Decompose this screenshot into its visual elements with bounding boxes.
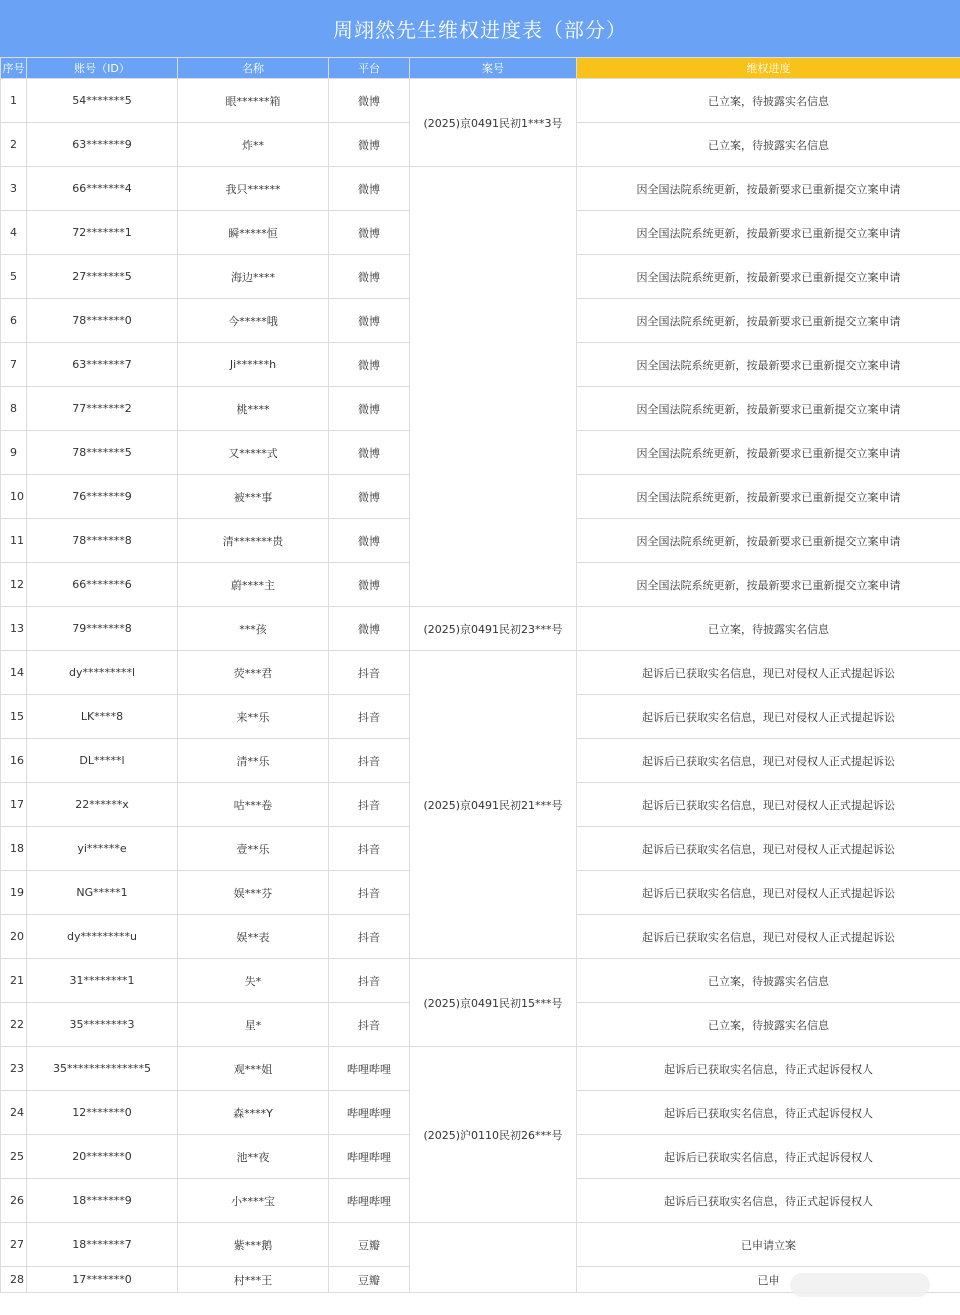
cell-platform: 微博: [329, 211, 410, 255]
cell-progress: 因全国法院系统更新，按最新要求已重新提交立案申请: [577, 563, 960, 607]
cell-platform: 微博: [329, 79, 410, 123]
table-row: [1, 959, 960, 1003]
cell-seq: 17: [1, 783, 27, 827]
cell-seq: 23: [1, 1047, 27, 1091]
cell-progress: 因全国法院系统更新，按最新要求已重新提交立案申请: [577, 519, 960, 563]
cell-progress: 因全国法院系统更新，按最新要求已重新提交立案申请: [577, 211, 960, 255]
cell-progress: 因全国法院系统更新，按最新要求已重新提交立案申请: [577, 299, 960, 343]
cell-seq: 28: [1, 1267, 27, 1293]
cell-name: 清**乐: [178, 739, 329, 783]
cell-seq: 1: [1, 79, 27, 123]
cell-platform: 抖音: [329, 871, 410, 915]
cell-name: 森****Y: [178, 1091, 329, 1135]
header-platform: 平台: [329, 58, 410, 79]
cell-name: 娱**表: [178, 915, 329, 959]
cell-progress: 起诉后已获取实名信息，现已对侵权人正式提起诉讼: [577, 871, 960, 915]
cell-progress: 已立案，待披露实名信息: [577, 959, 960, 1003]
cell-seq: 6: [1, 299, 27, 343]
cell-platform: 微博: [329, 299, 410, 343]
cell-seq: 11: [1, 519, 27, 563]
cell-name: 眼******箱: [178, 79, 329, 123]
cell-id: yi******e: [27, 827, 178, 871]
cell-seq: 21: [1, 959, 27, 1003]
table-row: [1, 1047, 960, 1091]
cell-progress: 起诉后已获取实名信息，现已对侵权人正式提起诉讼: [577, 827, 960, 871]
cell-platform: 抖音: [329, 739, 410, 783]
cell-name: 池**夜: [178, 1135, 329, 1179]
cell-name: 观***姐: [178, 1047, 329, 1091]
cell-id: 22******x: [27, 783, 178, 827]
cell-seq: 9: [1, 431, 27, 475]
cell-platform: 微博: [329, 387, 410, 431]
cell-id: 12*******0: [27, 1091, 178, 1135]
cell-id: DL*****l: [27, 739, 178, 783]
cell-platform: 微博: [329, 519, 410, 563]
cell-platform: 抖音: [329, 827, 410, 871]
cell-name: 我只******: [178, 167, 329, 211]
cell-platform: 抖音: [329, 695, 410, 739]
cell-seq: 2: [1, 123, 27, 167]
cell-id: 72*******1: [27, 211, 178, 255]
cell-id: 63*******7: [27, 343, 178, 387]
cell-id: 18*******7: [27, 1223, 178, 1267]
cell-case: (2025)京0491民初15***号: [410, 959, 577, 1047]
cell-seq: 25: [1, 1135, 27, 1179]
cell-seq: 18: [1, 827, 27, 871]
cell-progress: 已申请立案: [577, 1223, 960, 1267]
cell-name: Ji******h: [178, 343, 329, 387]
cell-progress: 因全国法院系统更新，按最新要求已重新提交立案申请: [577, 343, 960, 387]
cell-case: (2025)京0491民初1***3号: [410, 79, 577, 167]
cell-seq: 7: [1, 343, 27, 387]
cell-name: 星*: [178, 1003, 329, 1047]
cell-progress: 起诉后已获取实名信息，现已对侵权人正式提起诉讼: [577, 695, 960, 739]
cell-platform: 抖音: [329, 783, 410, 827]
cell-platform: 哔哩哔哩: [329, 1091, 410, 1135]
table-body: [1, 79, 960, 1293]
cell-platform: 抖音: [329, 959, 410, 1003]
cell-seq: 14: [1, 651, 27, 695]
cell-platform: 豆瓣: [329, 1267, 410, 1293]
cell-name: ***孩: [178, 607, 329, 651]
cell-name: 荧***君: [178, 651, 329, 695]
cell-progress: 已立案，待披露实名信息: [577, 1003, 960, 1047]
table-row: [1, 167, 960, 211]
cell-id: LK****8: [27, 695, 178, 739]
cell-id: 63*******9: [27, 123, 178, 167]
cell-progress: 起诉后已获取实名信息，待正式起诉侵权人: [577, 1047, 960, 1091]
cell-platform: 豆瓣: [329, 1223, 410, 1267]
table-row: [1, 651, 960, 695]
watermark-overlay: [790, 1273, 930, 1297]
cell-progress: 起诉后已获取实名信息，现已对侵权人正式提起诉讼: [577, 783, 960, 827]
cell-platform: 抖音: [329, 915, 410, 959]
cell-platform: 微博: [329, 431, 410, 475]
cell-progress: 起诉后已获取实名信息，现已对侵权人正式提起诉讼: [577, 915, 960, 959]
cell-case: (2025)沪0110民初26***号: [410, 1047, 577, 1223]
cell-progress: 已立案，待披露实名信息: [577, 123, 960, 167]
cell-name: 瞬*****恒: [178, 211, 329, 255]
header-name: 名称: [178, 58, 329, 79]
sheet-title: 周翊然先生维权进度表（部分）: [0, 0, 960, 57]
cell-name: 村***王: [178, 1267, 329, 1293]
cell-platform: 微博: [329, 123, 410, 167]
cell-name: 今*****哦: [178, 299, 329, 343]
cell-id: 66*******6: [27, 563, 178, 607]
cell-id: dy*********u: [27, 915, 178, 959]
cell-name: 桃****: [178, 387, 329, 431]
cell-progress: 因全国法院系统更新，按最新要求已重新提交立案申请: [577, 431, 960, 475]
progress-table: [0, 57, 960, 1293]
cell-platform: 抖音: [329, 651, 410, 695]
cell-seq: 13: [1, 607, 27, 651]
cell-progress: 起诉后已获取实名信息，待正式起诉侵权人: [577, 1091, 960, 1135]
cell-id: dy*********l: [27, 651, 178, 695]
cell-id: 66*******4: [27, 167, 178, 211]
cell-seq: 19: [1, 871, 27, 915]
cell-progress: 已立案，待披露实名信息: [577, 79, 960, 123]
cell-platform: 微博: [329, 563, 410, 607]
table-row: [1, 607, 960, 651]
cell-name: 海边****: [178, 255, 329, 299]
cell-seq: 16: [1, 739, 27, 783]
cell-name: 咕***卷: [178, 783, 329, 827]
cell-id: 20*******0: [27, 1135, 178, 1179]
table-row: [1, 79, 960, 123]
cell-name: 娱***芬: [178, 871, 329, 915]
cell-progress: 起诉后已获取实名信息，现已对侵权人正式提起诉讼: [577, 739, 960, 783]
cell-seq: 12: [1, 563, 27, 607]
cell-platform: 哔哩哔哩: [329, 1135, 410, 1179]
cell-progress: 已立案，待披露实名信息: [577, 607, 960, 651]
cell-seq: 4: [1, 211, 27, 255]
cell-name: 被***事: [178, 475, 329, 519]
cell-case: [410, 1223, 577, 1293]
cell-seq: 26: [1, 1179, 27, 1223]
cell-id: 27*******5: [27, 255, 178, 299]
cell-id: 18*******9: [27, 1179, 178, 1223]
cell-seq: 20: [1, 915, 27, 959]
cell-seq: 24: [1, 1091, 27, 1135]
cell-platform: 微博: [329, 343, 410, 387]
cell-id: 77*******2: [27, 387, 178, 431]
cell-progress: 起诉后已获取实名信息，现已对侵权人正式提起诉讼: [577, 651, 960, 695]
cell-id: 76*******9: [27, 475, 178, 519]
header-row: [1, 58, 960, 79]
cell-platform: 哔哩哔哩: [329, 1179, 410, 1223]
header-seq: 序号: [1, 58, 27, 79]
cell-name: 来**乐: [178, 695, 329, 739]
cell-progress: 起诉后已获取实名信息，待正式起诉侵权人: [577, 1179, 960, 1223]
cell-id: NG*****1: [27, 871, 178, 915]
cell-name: 蔚****主: [178, 563, 329, 607]
cell-seq: 22: [1, 1003, 27, 1047]
cell-id: 54*******5: [27, 79, 178, 123]
cell-seq: 5: [1, 255, 27, 299]
cell-id: 17*******0: [27, 1267, 178, 1293]
header-case: 案号: [410, 58, 577, 79]
cell-progress: 因全国法院系统更新，按最新要求已重新提交立案申请: [577, 387, 960, 431]
cell-case: (2025)京0491民初21***号: [410, 651, 577, 959]
cell-progress: 因全国法院系统更新，按最新要求已重新提交立案申请: [577, 167, 960, 211]
cell-id: 31********1: [27, 959, 178, 1003]
cell-seq: 8: [1, 387, 27, 431]
cell-seq: 15: [1, 695, 27, 739]
cell-name: 失*: [178, 959, 329, 1003]
cell-platform: 抖音: [329, 1003, 410, 1047]
cell-platform: 微博: [329, 255, 410, 299]
cell-progress: 已申: [577, 1267, 960, 1293]
header-id: 账号（ID）: [27, 58, 178, 79]
cell-id: 35**************5: [27, 1047, 178, 1091]
cell-platform: 微博: [329, 607, 410, 651]
cell-seq: 10: [1, 475, 27, 519]
cell-name: 紫***鹅: [178, 1223, 329, 1267]
cell-name: 炸**: [178, 123, 329, 167]
cell-case: (2025)京0491民初23***号: [410, 607, 577, 651]
cell-id: 79*******8: [27, 607, 178, 651]
cell-platform: 微博: [329, 167, 410, 211]
cell-id: 78*******0: [27, 299, 178, 343]
cell-seq: 3: [1, 167, 27, 211]
cell-id: 78*******5: [27, 431, 178, 475]
cell-case: [410, 167, 577, 607]
cell-progress: 因全国法院系统更新，按最新要求已重新提交立案申请: [577, 475, 960, 519]
cell-progress: 因全国法院系统更新，按最新要求已重新提交立案申请: [577, 255, 960, 299]
cell-name: 清*******贵: [178, 519, 329, 563]
cell-seq: 27: [1, 1223, 27, 1267]
cell-name: 又*****式: [178, 431, 329, 475]
cell-name: 小****宝: [178, 1179, 329, 1223]
cell-id: 35********3: [27, 1003, 178, 1047]
cell-platform: 哔哩哔哩: [329, 1047, 410, 1091]
table-row: [1, 1223, 960, 1267]
cell-id: 78*******8: [27, 519, 178, 563]
cell-name: 壹**乐: [178, 827, 329, 871]
cell-platform: 微博: [329, 475, 410, 519]
header-progress: 维权进度: [577, 58, 960, 79]
cell-progress: 起诉后已获取实名信息，待正式起诉侵权人: [577, 1135, 960, 1179]
